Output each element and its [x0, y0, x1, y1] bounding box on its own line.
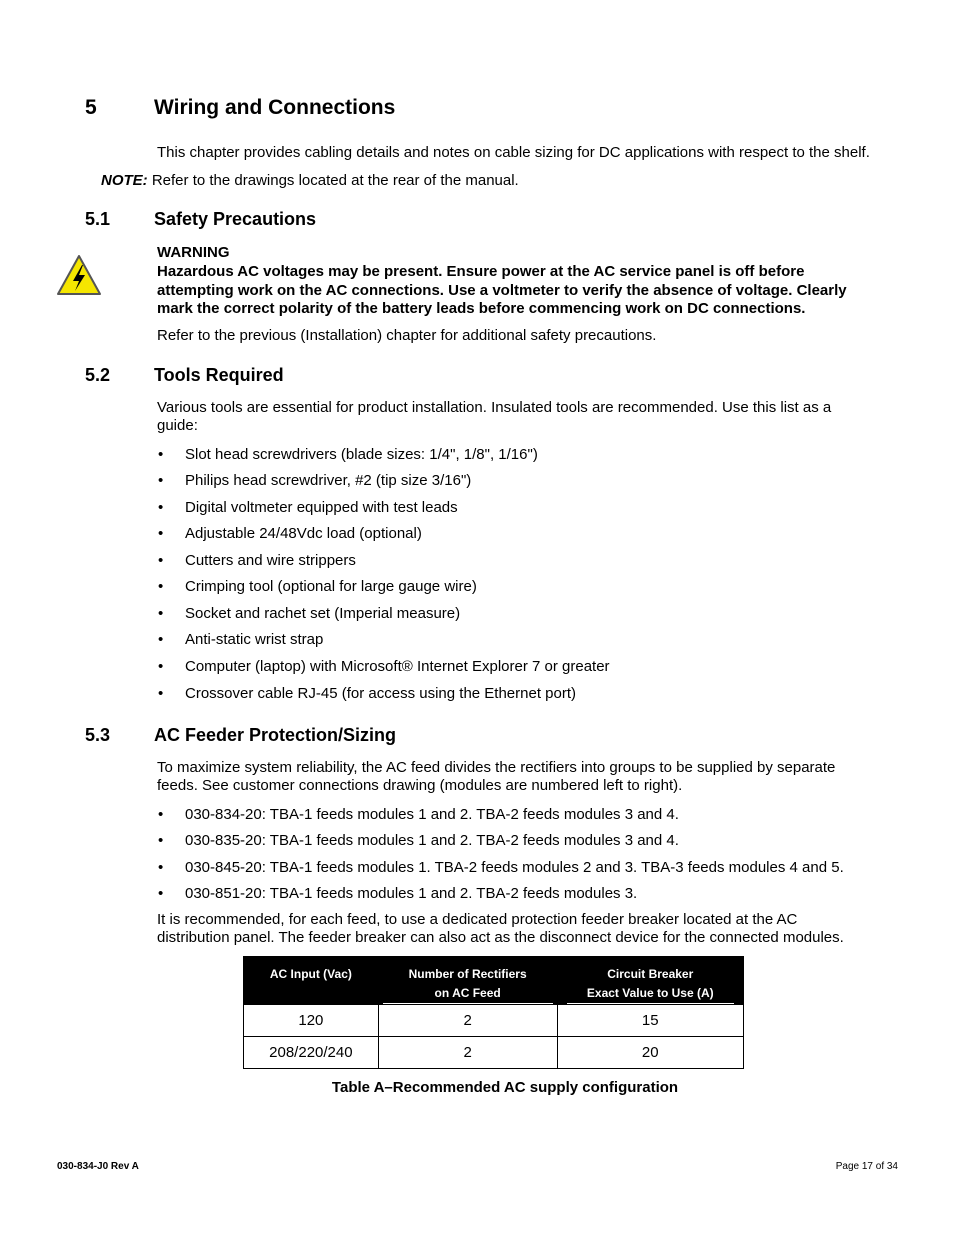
tools-intro-line-2: guide:	[157, 417, 198, 434]
feeder-intro-line-2: feeds. See customer connections drawing (modules are numbered left to right).	[157, 777, 683, 794]
list-item: 030-835-20: TBA-1 feeds modules 1 and 2. TBA-2 feeds modules 3 and 4.	[185, 832, 679, 849]
section-5-3-number: 5.3	[85, 725, 111, 745]
section-5-2-title: Tools Required	[154, 365, 284, 385]
section-5-1-number: 5.1	[85, 209, 111, 229]
bullet-icon: •	[158, 446, 164, 463]
high-voltage-warning-icon	[55, 253, 103, 297]
table-cell: 2	[378, 1037, 557, 1069]
note	[101, 172, 519, 190]
table-cell: 208/220/240	[244, 1037, 379, 1069]
table-row	[244, 1005, 744, 1037]
list-item: Crossover cable RJ-45 (for access using the Ethernet port)	[185, 685, 577, 702]
footer-doc-id: 030-834-J0 Rev A	[57, 1161, 139, 1172]
tools-intro-line-1: Various tools are essential for product installation. Insulated tools are recommended. Use this list as a	[157, 399, 832, 416]
bullet-icon: •	[158, 605, 164, 622]
chapter-intro: This chapter provides cabling details and notes on cable sizing for DC applications with respect to the shelf.	[157, 144, 870, 161]
warning-label: WARNING	[157, 244, 230, 261]
table-row	[244, 1037, 744, 1069]
list-item: 030-851-20: TBA-1 feeds modules 1 and 2. TBA-2 feeds modules 3.	[185, 885, 638, 902]
ac-supply-table	[243, 956, 744, 1069]
section-5-1-title: Safety Precautions	[154, 209, 317, 229]
bullet-icon: •	[158, 525, 164, 542]
bullet-icon: •	[158, 631, 164, 648]
list-item: 030-845-20: TBA-1 feeds modules 1. TBA-2 feeds modules 2 and 3. TBA-3 feeds modules 4 and 5.	[185, 859, 844, 876]
bullet-icon: •	[158, 499, 164, 516]
table-header-cell: Circuit Breaker Exact Value to Use (A)	[557, 957, 743, 1005]
table-cell: 20	[557, 1037, 743, 1069]
feeder-intro-line-1: To maximize system reliability, the AC feed divides the rectifiers into groups to be supplied by separate	[157, 759, 836, 776]
table-cell: 120	[244, 1005, 379, 1037]
list-item: Philips head screwdriver, #2 (tip size 3/16")	[185, 472, 472, 489]
chapter-number: 5	[85, 96, 97, 119]
bullet-icon: •	[158, 859, 164, 876]
list-item: Crimping tool (optional for large gauge wire)	[185, 578, 477, 595]
footer-page-number: Page 17 of 34	[835, 1161, 898, 1172]
warning-line-2: attempting work on the AC connections. Use a voltmeter to verify the absence of voltage. Clearly	[157, 282, 847, 299]
list-item: 030-834-20: TBA-1 feeds modules 1 and 2. TBA-2 feeds modules 3 and 4.	[185, 806, 679, 823]
list-item: Socket and rachet set (Imperial measure)	[185, 605, 461, 622]
list-item: Computer (laptop) with Microsoft® Internet Explorer 7 or greater	[185, 658, 610, 675]
chapter-title: Wiring and Connections	[154, 96, 396, 119]
list-item: Slot head screwdrivers (blade sizes: 1/4", 1/8", 1/16")	[185, 446, 538, 463]
bullet-icon: •	[158, 685, 164, 702]
list-item: Anti-static wrist strap	[185, 631, 324, 648]
section-5-3-title: AC Feeder Protection/Sizing	[154, 725, 397, 745]
bullet-icon: •	[158, 578, 164, 595]
table-header-row	[244, 957, 744, 1005]
note-text: Refer to the drawings located at the rear of the manual.	[151, 172, 519, 189]
table-cell: 15	[557, 1005, 743, 1037]
bullet-icon: •	[158, 472, 164, 489]
note-label: NOTE:	[101, 172, 148, 189]
bullet-icon: •	[158, 552, 164, 569]
section-5-2-number: 5.2	[85, 365, 111, 385]
table-cell: 2	[378, 1005, 557, 1037]
bullet-icon: •	[158, 658, 164, 675]
recommendation-line-1: It is recommended, for each feed, to use a dedicated protection feeder breaker located at the AC	[157, 911, 798, 928]
list-item: Cutters and wire strippers	[185, 552, 356, 569]
warning-line-1: Hazardous AC voltages may be present. Ensure power at the AC service panel is off before	[157, 263, 805, 280]
table-header-cell: AC Input (Vac)	[244, 957, 379, 1005]
bullet-icon: •	[158, 832, 164, 849]
list-item: Digital voltmeter equipped with test leads	[185, 499, 458, 516]
bullet-icon: •	[158, 806, 164, 823]
table-caption: Table A–Recommended AC supply configuration	[331, 1079, 679, 1096]
safety-refer: Refer to the previous (Installation) chapter for additional safety precautions.	[157, 327, 657, 344]
recommendation-line-2: distribution panel. The feeder breaker can also act as the disconnect device for the connected modules.	[157, 929, 844, 946]
bullet-icon: •	[158, 885, 164, 902]
table-header-cell: Number of Rectifiers on AC Feed	[378, 957, 557, 1005]
list-item: Adjustable 24/48Vdc load (optional)	[185, 525, 422, 542]
warning-line-3: mark the correct polarity of the battery leads before commencing work on DC connections.	[157, 300, 806, 317]
